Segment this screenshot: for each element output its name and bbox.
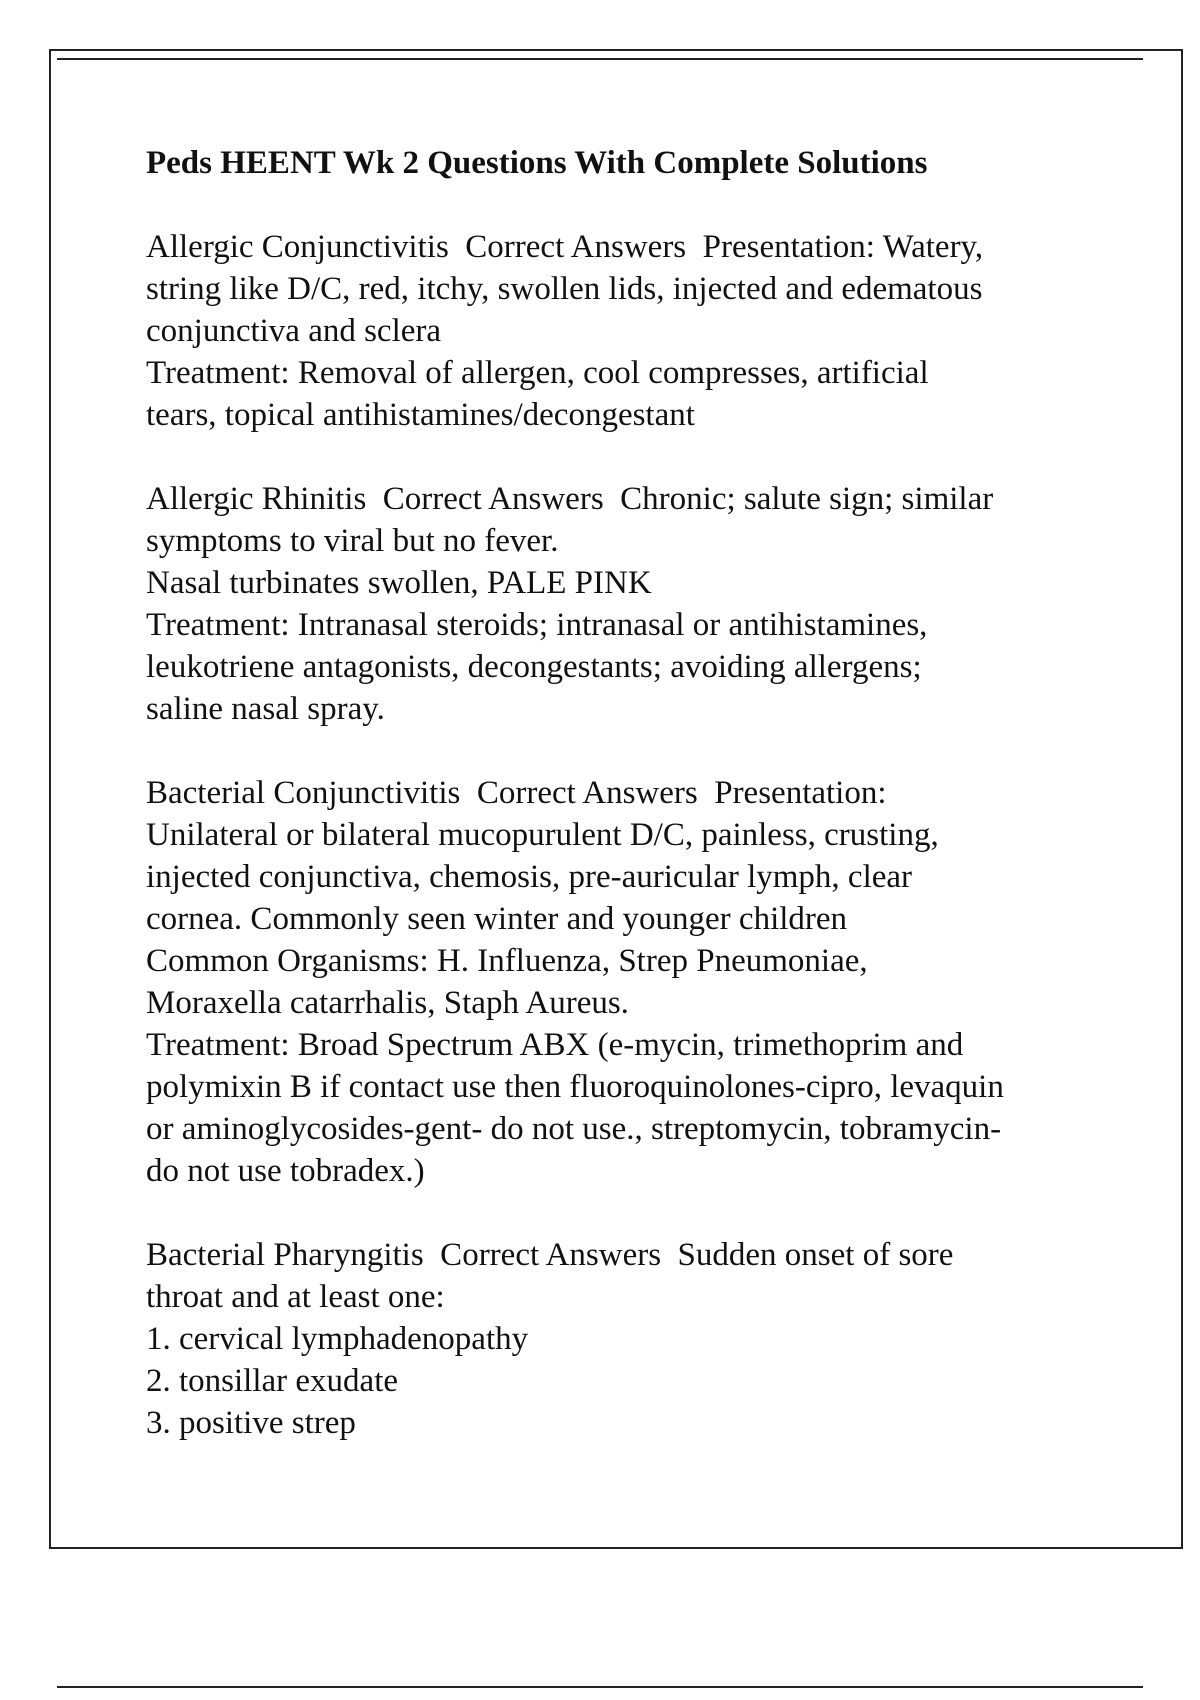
header-rule [57,58,1143,60]
qa-entry-allergic-rhinitis [146,478,1106,730]
entry-line: Allergic Conjunctivitis Correct Answers Presentation: Watery, [146,229,984,265]
entry-line: conjunctiva and sclera [146,313,442,349]
entry-line: 3. positive strep [146,1405,356,1441]
entry-line: cornea. Commonly seen winter and younger children [146,901,848,937]
entry-line: leukotriene antagonists, decongestants; avoiding allergens; [146,649,922,685]
entry-line: 2. tonsillar exudate [146,1363,399,1399]
qa-entry-allergic-conjunctivitis [146,226,1106,436]
entry-line: Treatment: Intranasal steroids; intranasal or antihistamines, [146,607,928,643]
entry-line: Common Organisms: H. Influenza, Strep Pneumoniae, [146,943,868,979]
footer-rule [57,1686,1143,1688]
entry-line: injected conjunctiva, chemosis, pre-auricular lymph, clear [146,859,913,895]
entry-line: Bacterial Pharyngitis Correct Answers Sudden onset of sore [146,1237,954,1273]
entry-line: Moraxella catarrhalis, Staph Aureus. [146,985,629,1021]
entry-line: Nasal turbinates swollen, PALE PINK [146,565,652,601]
entry-line: or aminoglycosides-gent- do not use., streptomycin, tobramycin- [146,1111,1002,1147]
qa-entry-bacterial-conjunctivitis [146,772,1106,1192]
entry-line: saline nasal spray. [146,691,385,727]
entry-line: polymixin B if contact use then fluoroquinolones-cipro, levaquin [146,1069,1004,1105]
entry-line: string like D/C, red, itchy, swollen lids, injected and edematous [146,271,983,307]
entry-line: Bacterial Conjunctivitis Correct Answers Presentation: [146,775,887,811]
entry-line: Treatment: Broad Spectrum ABX (e-mycin, trimethoprim and [146,1027,964,1063]
qa-entry-bacterial-pharyngitis [146,1234,1106,1444]
document-title: Peds HEENT Wk 2 Questions With Complete Solutions [146,145,928,181]
document-body [146,142,1106,1486]
entry-line: throat and at least one: [146,1279,445,1315]
entry-line: 1. cervical lymphadenopathy [146,1321,529,1357]
entry-line: do not use tobradex.) [146,1153,425,1189]
entry-line: Treatment: Removal of allergen, cool compresses, artificial [146,355,929,391]
entry-line: Unilateral or bilateral mucopurulent D/C, painless, crusting, [146,817,939,853]
entry-line: symptoms to viral but no fever. [146,523,559,559]
entry-line: Allergic Rhinitis Correct Answers Chronic; salute sign; similar [146,481,994,517]
entry-line: tears, topical antihistamines/decongestant [146,397,695,433]
